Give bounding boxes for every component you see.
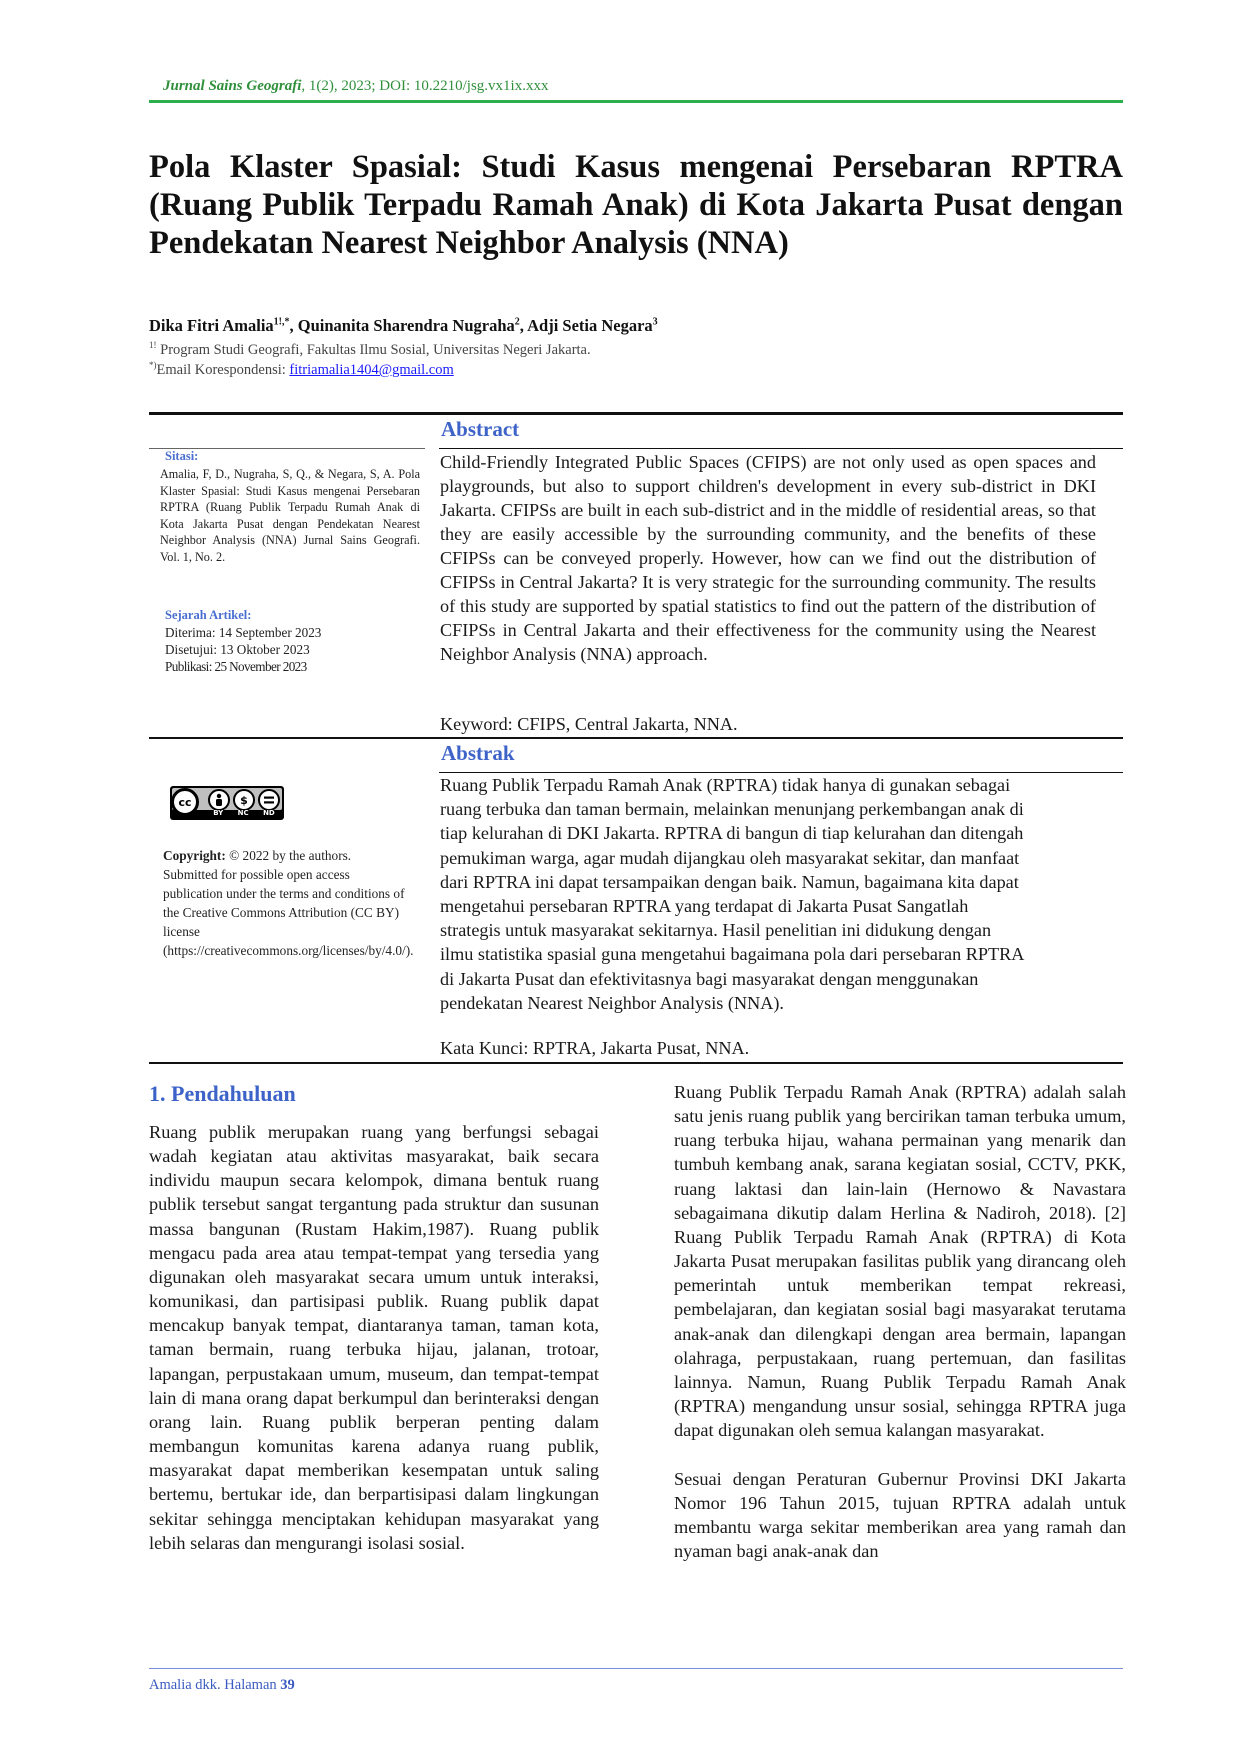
published-date: Publikasi: 25 November 2023	[165, 659, 307, 674]
footer-divider	[149, 1668, 1123, 1669]
body-paragraph-right-2: Sesuai dengan Peraturan Gubernur Provinsi DKI Jakarta Nomor 196 Tahun 2015, tujuan RPTRA adalah untuk membantu warga sekitar memberikan area yang ramah dan nyaman bagi anak-anak dan	[674, 1469, 1126, 1562]
page-number: 39	[280, 1677, 295, 1693]
affiliation	[149, 340, 591, 359]
header-divider	[149, 100, 1123, 103]
section-heading-pendahuluan: 1. Pendahuluan	[149, 1081, 296, 1106]
email-link[interactable]: fitriamalia1404@gmail.com	[289, 361, 454, 378]
abstract-middle-rule	[149, 737, 1123, 739]
abstrak-line: pemukiman warga, agar mudah dijangkau oleh masyarakat sekitar, dan manfaat	[440, 847, 1020, 868]
abstract-head-rule	[439, 448, 1123, 449]
title-line-2: (Ruang Publik Terpadu Ramah Anak) di Kota Jakarta Pusat dengan	[149, 187, 1123, 223]
title-line-3: Pendekatan Nearest Neighbor Analysis (NNA)	[149, 225, 789, 261]
journal-name: Jurnal Sains Geografi	[163, 78, 302, 94]
copyright-body: © 2022 by the authors. Submitted for possible open access publication under the terms and conditions of the Creative Commons Attribution (CC BY) license (https://creativecommons.org/licenses/by/4.0/).	[163, 848, 414, 958]
abstrak-text	[440, 773, 1120, 1015]
cc-label-nd: ND	[263, 809, 275, 817]
cc-license-icon	[170, 786, 284, 820]
author-3-sup: 3	[652, 316, 658, 328]
body-paragraph-right-1: Ruang Publik Terpadu Ramah Anak (RPTRA) adalah salah satu jenis ruang publik yang bercirikan taman terbuka umum, ruang terbuka hijau, wahana permainan yang menarik dan tumbuh kembang anak, sarana kegiatan sosial, CCTV, PKK, ruang laktasi dan lain-lain (Hernowo & Navastara sebagaimana dikutip dalam Herlina & Nadiroh, 2018). [2] Ruang Publik Terpadu Ramah Anak (RPTRA) di Kota Jakarta Pusat merupakan fasilitas publik yang dirancang oleh pemerintah untuk memberikan tempat rekreasi, pembelajaran, dan kegiatan sosial bagi masyarakat terutama anak-anak dan dilengkapi dengan area bermain, lapangan olahraga, perpustakaan, ruang pertemuan, dan fasilitas lainnya. Namun, Ruang Publik Terpadu Ramah Anak (RPTRA) mengandung unsur sosial, sehingga RPTRA juga dapat digunakan oleh semua kalangan masyarakat.	[674, 1082, 1126, 1441]
footer-author: Amalia dkk. Halaman	[149, 1677, 281, 1693]
by-attribution-icon	[208, 789, 230, 811]
received-date: Diterima: 14 September 2023	[165, 625, 322, 640]
abstract-top-rule	[149, 412, 1123, 415]
noncommercial-icon: $	[233, 789, 255, 811]
correspondence-email	[149, 360, 454, 379]
cc-label-by: BY	[213, 809, 224, 817]
abstrak-line: tiap kelurahan di DKI Jakarta. RPTRA di bangun di tiap kelurahan dan ditengah	[440, 823, 1024, 844]
copyright-label: Copyright:	[163, 848, 226, 863]
cc-logo-icon: cc	[171, 788, 199, 816]
abstract-heading: Abstract	[441, 417, 520, 441]
abstrak-line: di Jakarta Pusat dan efektivitasnya bagi masyarakat dengan menggunakan	[440, 968, 979, 989]
page-footer	[149, 1677, 295, 1694]
sitasi-text: Amalia, F, D., Nugraha, S, Q., & Negara, S, A. Pola Klaster Spasial: Studi Kasus mengenai Persebaran RPTRA (Ruang Publik Terpadu Rumah Anak di Kota Jakarta Pusat dengan Pendekatan Nearest Neighbor Analysis (NNA) Jurnal Sains Geografi. Vol. 1, No. 2.	[160, 467, 420, 564]
author-list	[149, 316, 658, 336]
author-1-sup: 1!,*	[273, 316, 290, 328]
journal-citation: , 1(2), 2023; DOI: 10.2210/jsg.vx1ix.xxx	[301, 78, 549, 94]
sitasi-heading: Sitasi:	[165, 449, 199, 463]
abstrak-line: mengetahui persebaran RPTRA yang terdapat di Jakarta Pusat Sangatlah	[440, 896, 969, 917]
affiliation-sup: 1!	[149, 340, 157, 350]
abstrak-keywords: Kata Kunci: RPTRA, Jakarta Pusat, NNA.	[440, 1038, 750, 1058]
abstrak-line: ruang terbuka dan taman bermain, melainkan menunjang perkembangan anak di	[440, 799, 1024, 820]
abstrak-line: strategis untuk masyarakat sekitarnya. Hasil penelitian ini didukung dengan	[440, 920, 992, 941]
abstract-text: Child-Friendly Integrated Public Spaces (CFIPS) are not only used as open spaces and playgrounds, but also to support children's development in every sub-district in DKI Jakarta. CFIPSs are built in each sub-district and in the middle of residential areas, so that they are easily accessible by the surrounding community, and the benefits of these CFIPSs can be conveyed properly. However, how can we find out the distribution of CFIPSs in Central Jakarta? It is very strategic for the surrounding community. The results of this study are supported by spatial statistics to find out the pattern of the distribution of CFIPSs in Central Jakarta and their effectiveness for the community using the Nearest Neighbor Analysis (NNA) approach.	[440, 452, 1096, 664]
abstrak-line: dari RPTRA ini dapat tersampaikan dengan baik. Namun, bagaimana kita dapat	[440, 871, 1019, 892]
abstrak-line: ilmu statistika spasial guna mengetahui bagaimana pola dari persebaran RPTRA	[440, 944, 1025, 965]
noderivatives-icon	[258, 789, 280, 811]
email-sup: *)	[149, 360, 157, 370]
abstrak-line: pendekatan Nearest Neighbor Analysis (NNA).	[440, 992, 784, 1013]
approved-date: Disetujui: 13 Oktober 2023	[165, 642, 310, 657]
cc-label-nc: NC	[237, 809, 249, 817]
copyright-notice	[163, 846, 414, 960]
abstract-keywords: Keyword: CFIPS, Central Jakarta, NNA.	[440, 714, 738, 734]
body-paragraph-left: Ruang publik merupakan ruang yang berfungsi sebagai wadah kegiatan atau aktivitas masyarakat, baik secara individu maupun secara kelompok, dimana bentuk ruang publik tersebut sangat tergantung pada struktur dan susunan massa bangunan (Rustam Hakim,1987). Ruang publik mengacu pada area atau tempat-tempat yang tersedia yang digunakan oleh masyarakat secara umum untuk interaksi, komunikasi, dan partisipasi publik. Ruang publik dapat mencakup banyak tempat, diantaranya taman, taman kota, taman bermain, ruang terbuka hijau, jalanan, trotoar, lapangan, perpustakaan umum, museum, dan tempat-tempat lain di mana orang dapat berkumpul dan berinteraksi dengan orang lain. Ruang publik berperan penting dalam membangun komunitas karena adanya ruang publik, masyarakat dapat memberikan kesempatan untuk saling bertemu, bertukar ide, dan berpartisipasi dalam lingkungan sekitar sehingga menciptakan kehidupan masyarakat yang lebih selaras dan mengurangi isolasi sosial.	[149, 1122, 599, 1553]
history-heading: Sejarah Artikel:	[165, 608, 252, 622]
author-1: Dika Fitri Amalia	[149, 316, 274, 335]
abstract-bottom-rule	[149, 1062, 1123, 1064]
paper-title	[149, 148, 1123, 262]
abstrak-line: Ruang Publik Terpadu Ramah Anak (RPTRA) tidak hanya di gunakan sebagai	[440, 775, 1011, 795]
email-label: Email Korespondensi:	[156, 361, 290, 378]
author-3: , Adji Setia Negara	[519, 316, 653, 335]
title-line-1: Pola Klaster Spasial: Studi Kasus mengenai Persebaran RPTRA	[149, 149, 1123, 185]
running-header	[163, 78, 1123, 95]
author-2: , Quinanita Sharendra Nugraha	[289, 316, 515, 335]
author-2-sup: 2	[514, 316, 520, 328]
affiliation-text: Program Studi Geografi, Fakultas Ilmu Sosial, Universitas Negeri Jakarta.	[156, 341, 591, 358]
abstrak-heading: Abstrak	[441, 741, 515, 765]
